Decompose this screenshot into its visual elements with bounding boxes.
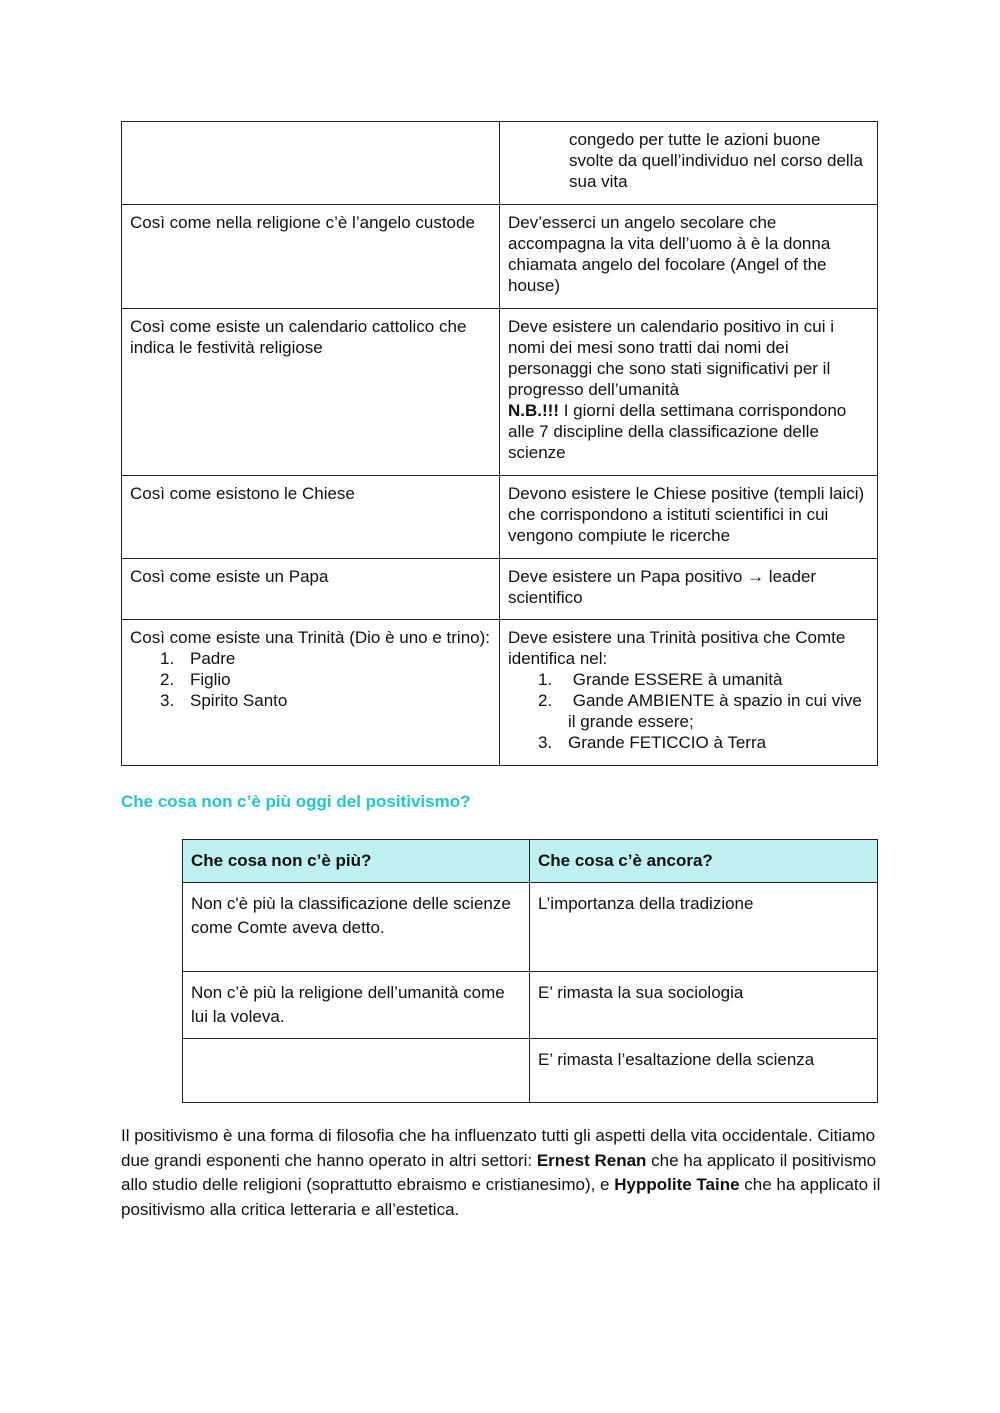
trinity-list: [130, 648, 491, 711]
list-item: 1. Padre: [160, 649, 236, 668]
paragraph-text: che ha applicato il positivismo allo studio delle religioni (soprattutto ebraismo e cristianesimo), e: [121, 1150, 877, 1194]
table-cell-right: L’importanza della tradizione: [530, 883, 878, 972]
table-cell-left: Così come esistono le Chiese: [122, 476, 500, 559]
table-row: [122, 559, 878, 620]
table-cell-right: Deve esistere un Papa positivo → leader scientifico: [500, 559, 878, 620]
cell-text: Deve esistere un calendario positivo in cui i nomi dei mesi sono tratti dai nomi dei personaggi che sono stati significativi per il progresso dell’umanità: [508, 317, 835, 399]
positive-trinity-list: [508, 669, 869, 753]
table-cell-left: Così come esiste un calendario cattolico che indica le festività religiose: [122, 309, 500, 476]
paragraph-text: che ha applicato il positivismo alla critica letteraria e all’estetica.: [121, 1175, 881, 1219]
table-row: [122, 476, 878, 559]
table-cell-left: [122, 122, 500, 205]
table-cell-right: [500, 122, 878, 205]
list-item: 3. Spirito Santo: [160, 691, 288, 710]
note-label: N.B.!!!: [508, 401, 559, 420]
summary-table: [182, 839, 878, 1103]
table-row: [122, 309, 878, 476]
table-row: [183, 883, 878, 972]
table-cell-right: Dev’esserci un angelo secolare che accompagna la vita dell’uomo à è la donna chiamata angelo del focolare (Angel of the house): [500, 205, 878, 309]
table-row: [122, 620, 878, 766]
table-row: [122, 122, 878, 205]
note-text: I giorni della settimana corrispondono alle 7 discipline della classificazione delle scienze: [508, 401, 847, 462]
person-name: Hyppolite Taine: [614, 1175, 740, 1194]
cell-text: congedo per tutte le azioni buone svolte da quell’individuo nel corso della sua vita: [569, 130, 863, 191]
person-name: Ernest Renan: [536, 1150, 647, 1170]
list-item: 2. Gande AMBIENTE à spazio in cui vive il grande essere;: [538, 691, 867, 731]
cell-text: Deve esistere una Trinità positiva che Comte identifica nel:: [508, 628, 846, 668]
table-cell-left: Non c'è più la classificazione delle scienze come Comte aveva detto.: [183, 883, 530, 972]
table-row: [183, 1039, 878, 1103]
table-cell-left: [122, 620, 500, 766]
table-cell-right: [500, 309, 878, 476]
table-header-row: [183, 840, 878, 883]
column-header: Che cosa c’è ancora?: [530, 840, 878, 883]
table-cell-left: Non c’è più la religione dell’umanità come lui la voleva.: [183, 972, 530, 1039]
section-heading: Che cosa non c’è più oggi del positivismo?: [121, 792, 471, 811]
list-item: 1. Grande ESSERE à umanità: [538, 670, 783, 689]
table-row: [122, 205, 878, 309]
table-cell-right: E’ rimasta l’esaltazione della scienza: [530, 1039, 878, 1103]
table-cell-left: Così come nella religione c’è l’angelo custode: [122, 205, 500, 309]
table-cell-right: Devono esistere le Chiese positive (templi laici) che corrispondono a istituti scientifici in cui vengono compiute le ricerche: [500, 476, 878, 559]
table-cell-right: [500, 620, 878, 766]
table-cell-left: Così come esiste un Papa: [122, 559, 500, 620]
list-item: 3. Grande FETICCIO à Terra: [538, 733, 767, 752]
comparison-table: [121, 121, 878, 766]
table-cell-left: [183, 1039, 530, 1103]
list-item: 2. Figlio: [160, 670, 231, 689]
paragraph-text: Il positivismo è una forma di filosofia che ha influenzato tutti gli aspetti della vita occidentale. Citiamo due grandi esponenti che hanno operato in altri settori:: [121, 1126, 876, 1170]
column-header: Che cosa non c’è più?: [183, 840, 530, 883]
body-paragraph: [121, 1124, 891, 1222]
table-row: [183, 972, 878, 1039]
cell-text: Così come esiste una Trinità (Dio è uno e trino):: [130, 628, 490, 647]
table-cell-right: E’ rimasta la sua sociologia: [530, 972, 878, 1039]
